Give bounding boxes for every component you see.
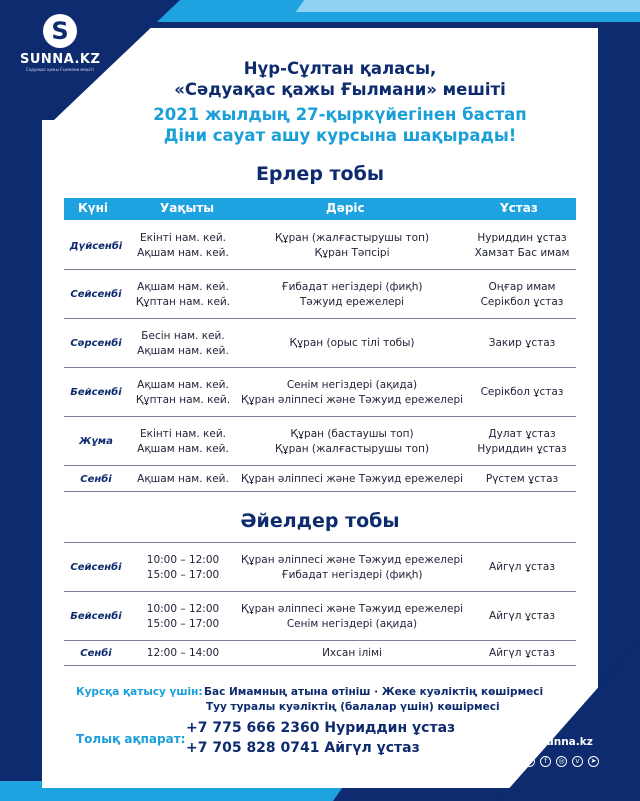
teacher-text: Оңғар имам: [488, 280, 556, 293]
men-table-row: [64, 320, 576, 368]
teacher-text: Нуриддин ұстаз: [477, 442, 567, 455]
telegram-icon[interactable]: ➤: [588, 756, 599, 767]
lesson-text: Ғибадат негіздері (фиқһ): [281, 568, 423, 581]
time-text: Құптан нам. кей.: [135, 393, 231, 406]
contact-phone-2[interactable]: +7 705 828 0741 Айгүл ұстаз: [186, 740, 420, 756]
men-table-row: [64, 369, 576, 417]
time-text: Екінті нам. кей.: [140, 232, 226, 244]
lesson-text: Ихсан ілімі: [322, 647, 382, 659]
day-text: Бейсенбі: [70, 611, 122, 622]
cell-time: [128, 467, 238, 491]
lesson-text: Құран (жалғастырушы топ): [274, 442, 430, 455]
cell-teacher: [466, 544, 578, 591]
cell-lesson: [234, 593, 470, 640]
contact-phone-1[interactable]: +7 775 666 2360 Нуриддин ұстаз: [186, 720, 456, 736]
time-text: Бесін нам. кей.: [141, 329, 225, 342]
lesson-text: Құран әліппесі және Тәжуид ережелері: [240, 602, 464, 615]
cell-time: [128, 544, 238, 591]
cell-time: [128, 418, 238, 465]
cell-day: [64, 418, 128, 465]
time-text: 10:00 – 12:00: [146, 602, 220, 615]
time-text: Ақшам нам. кей.: [137, 247, 229, 259]
men-section-title: Ерлер тобы: [255, 163, 385, 185]
time-text: Ақшам нам. кей.: [137, 472, 229, 485]
cell-day: [64, 369, 128, 416]
lesson-text: Құран (жалғастырушы топ): [274, 232, 430, 244]
time-text: 15:00 – 17:00: [146, 617, 220, 630]
cell-time: [128, 369, 238, 416]
cell-lesson: [234, 418, 470, 465]
time-text: Ақшам нам. кей.: [137, 442, 229, 455]
cell-lesson: [234, 320, 470, 367]
top-light-band: [296, 0, 640, 12]
heading-line-3: 2021 жылдың 27-қыркүйегінен бастап: [153, 105, 527, 124]
teacher-text: Дулат ұстаз: [488, 427, 556, 440]
lesson-text: Құран (бастаушы топ): [290, 427, 414, 440]
lesson-text: Құран әліппесі және Тәжуид ережелері: [240, 393, 464, 406]
cell-teacher: [466, 418, 578, 465]
lesson-text: Құран Тәпсірі: [314, 247, 390, 259]
cell-lesson: [234, 369, 470, 416]
women-table-top-rule: [64, 542, 576, 543]
brand-name: SUNNA.KZ: [20, 52, 101, 67]
col-lesson: Дәріс: [326, 201, 365, 215]
teacher-text: Закир ұстаз: [488, 337, 556, 349]
requirements-line-2: Туу туралы куәліктің (балалар үшін) көшірмесі: [206, 701, 500, 713]
cell-day: [64, 544, 128, 591]
site-url[interactable]: sunna.kz: [540, 736, 593, 748]
vk-icon[interactable]: v: [572, 756, 583, 767]
teacher-text: Нуриддин ұстаз: [477, 232, 567, 244]
teacher-text: Хамзат Бас имам: [474, 247, 570, 259]
cell-teacher: [466, 320, 578, 367]
lesson-text: Құран әліппесі және Тәжуид ережелері: [240, 472, 464, 485]
teacher-text: Айгүл ұстаз: [489, 561, 555, 573]
cell-lesson: [234, 544, 470, 591]
time-text: Екінті нам. кей.: [140, 427, 226, 440]
time-text: 10:00 – 12:00: [146, 553, 220, 566]
day-text: Сейсенбі: [70, 289, 122, 300]
cell-day: [64, 320, 128, 367]
cell-teacher: [466, 271, 578, 318]
men-table-row: [64, 271, 576, 319]
cell-day: [64, 223, 128, 269]
contacts-label: Толық ақпарат:: [76, 732, 186, 746]
day-text: Дүйсенбі: [69, 240, 123, 252]
women-table-row: [64, 544, 576, 592]
cell-time: [128, 223, 238, 269]
day-text: Сәрсенбі: [70, 338, 122, 349]
requirements-label: Курсқа қатысу үшін:: [76, 686, 203, 698]
lesson-text: Ғибадат негіздері (фиқһ): [281, 280, 423, 293]
cell-lesson: [234, 642, 470, 665]
women-table-row: [64, 593, 576, 641]
time-text: 12:00 – 14:00: [146, 647, 220, 659]
cell-teacher: [466, 369, 578, 416]
facebook-icon[interactable]: f: [540, 756, 551, 767]
cell-lesson: [234, 223, 470, 269]
instagram-icon[interactable]: ◎: [556, 756, 567, 767]
day-text: Жұма: [79, 436, 113, 447]
cell-day: [64, 467, 128, 491]
cell-time: [128, 320, 238, 367]
lesson-text: Сенім негіздері (ақида): [286, 617, 418, 630]
day-text: Сейсенбі: [70, 562, 122, 573]
col-teacher: Ұстаз: [500, 201, 538, 215]
table-header: [64, 198, 576, 220]
teacher-text: Серікбол ұстаз: [480, 386, 564, 398]
cell-time: [128, 593, 238, 640]
heading-line-4: Діни сауат ашу курсына шақырады!: [163, 126, 517, 145]
col-day: Күні: [78, 201, 109, 215]
cell-day: [64, 271, 128, 318]
men-table-row: [64, 223, 576, 270]
cell-teacher: [466, 642, 578, 665]
cell-teacher: [466, 593, 578, 640]
heading-line-2: «Сәдуақас қажы Ғылмани» мешіті: [174, 80, 506, 99]
cell-lesson: [234, 271, 470, 318]
lesson-text: Сенім негіздері (ақида): [286, 378, 418, 391]
time-text: Құптан нам. кей.: [135, 295, 231, 308]
day-text: Сенбі: [80, 473, 112, 485]
brand-logo[interactable]: [20, 14, 100, 72]
teacher-text: Айгүл ұстаз: [489, 647, 555, 659]
col-time: Уақыты: [160, 201, 215, 215]
time-text: Ақшам нам. кей.: [137, 378, 229, 391]
cell-day: [64, 593, 128, 640]
men-table-row: [64, 418, 576, 466]
dollar-s-logo-icon: S: [43, 14, 77, 48]
time-text: 15:00 – 17:00: [146, 568, 220, 581]
cell-teacher: [466, 467, 578, 491]
day-text: Бейсенбі: [70, 387, 122, 398]
cell-lesson: [234, 467, 470, 491]
time-text: Ақшам нам. кей.: [137, 344, 229, 357]
cell-teacher: [466, 223, 578, 269]
brand-tagline: Сәдуақас қажы Ғылмани мешіті: [25, 67, 95, 72]
teacher-text: Рүстем ұстаз: [485, 472, 559, 485]
lesson-text: Тәжуид ережелері: [299, 295, 405, 308]
cell-time: [128, 642, 238, 665]
men-table-row: [64, 467, 576, 492]
women-table-row: [64, 642, 576, 666]
cell-day: [64, 642, 128, 665]
heading-line-1: Нұр-Сұлтан қаласы,: [243, 59, 437, 78]
time-text: Ақшам нам. кей.: [137, 280, 229, 293]
teacher-text: Серікбол ұстаз: [480, 295, 564, 308]
lesson-text: Құран (орыс тілі тобы): [289, 337, 415, 349]
lesson-text: Құран әліппесі және Тәжуид ережелері: [240, 553, 464, 566]
day-text: Сенбі: [80, 648, 112, 659]
women-section-title: Әйелдер тобы: [240, 510, 400, 532]
requirements-line-1: Бас Имамның атына өтініш · Жеке куәліктің көшірмесі: [204, 686, 544, 698]
teacher-text: Айгүл ұстаз: [489, 610, 555, 622]
youtube-icon[interactable]: ▶: [524, 756, 535, 767]
cell-time: [128, 271, 238, 318]
